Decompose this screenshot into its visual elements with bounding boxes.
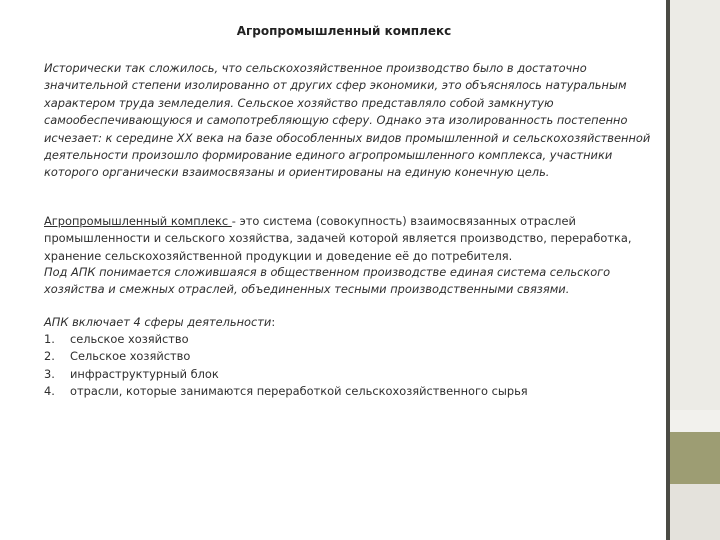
definition-term: Агропромышленный комплекс — [44, 214, 232, 228]
page-title: Агропромышленный комплекс — [236, 24, 452, 38]
list-item-text: Сельское хозяйство — [70, 349, 191, 364]
spheres-list — [44, 331, 654, 401]
side-vertical-line — [666, 0, 670, 540]
definition-text: - это система (совокупность) взаимосвязанных отраслей промышленности и сельского хозяйства, задачей которой является производство, переработка, хранение сельскохозяйственной продукции и доведение её до потребителя. — [44, 214, 632, 263]
list-item — [44, 348, 654, 365]
apk-paragraph: Под АПК понимается сложившаяся в общественном производстве единая система сельского хозяйства и смежных отраслей, объединенных тесными производственными связями. — [44, 265, 611, 297]
list-intro-text: АПК включает 4 сферы деятельности — [44, 315, 272, 329]
list-item-number: 1. — [44, 332, 55, 346]
side-divider — [670, 410, 720, 432]
list-item — [44, 366, 654, 383]
side-accent-block — [670, 432, 720, 484]
side-lower-block — [670, 484, 720, 540]
list-item-number: 2. — [44, 349, 55, 364]
list-item-number: 3. — [44, 366, 55, 381]
list-item-text: отрасли, которые занимаются переработкой сельскохозяйственного сырья — [70, 384, 528, 399]
list-item-text: инфраструктурный блок — [70, 366, 219, 381]
list-item — [44, 383, 654, 400]
list-intro — [44, 314, 654, 331]
list-item-number: 4. — [44, 384, 55, 399]
list-intro-suffix: : — [271, 315, 276, 329]
list-item-text: сельское хозяйство — [70, 332, 189, 346]
list-item — [44, 331, 654, 348]
side-panel — [666, 0, 720, 410]
definition-paragraph — [44, 213, 654, 265]
intro-paragraph: Исторически так сложилось, что сельскохозяйственное производство было в достаточно значительной степени изолированно от других сфер экономики, это объяснялось натуральным характером труда земледелия. Сельское хозяйство представляло собой замкнутую самообеспечивающуюся и самопотребляющую сферу. Однако эта изолированность постепенно исчезает: к середине XX века на базе обособленных видов промышленной и сельскохозяйственной деятельности произошло формирование единого агропромышленного комплекса, участники которого органически взаимосвязаны и ориентированы на единую конечную цель. — [44, 61, 651, 180]
